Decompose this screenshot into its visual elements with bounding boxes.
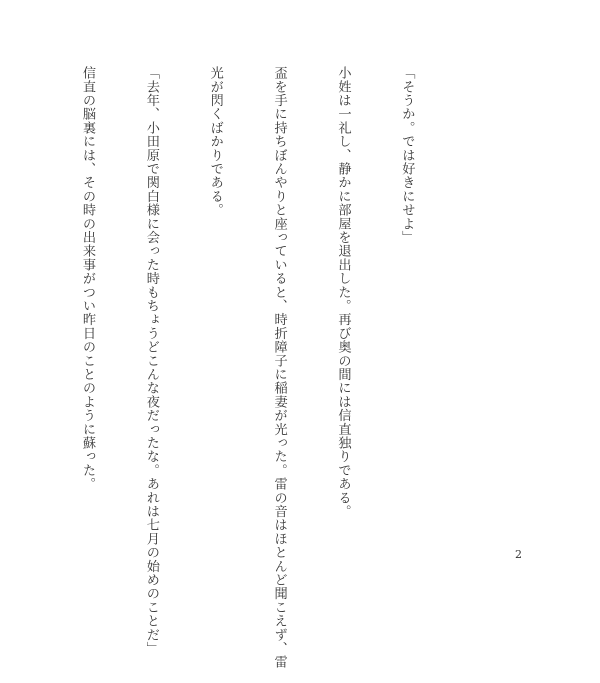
text-line: 盃を手に持ちぼんやりと座っていると、時折障子に稲妻が光った。雷の音はほとんど聞こえず、雷 <box>271 66 287 669</box>
text-line: 信直の脳裏には、その時の出来事がつい昨日のことのように蘇った。 <box>79 66 95 491</box>
text-line: 「去年、小田原で関白様に会った時もちょうどこんな夜だったな。あれは七月の始めのことだ」 <box>143 66 159 656</box>
body-text <box>0 66 460 669</box>
text-line <box>13 66 34 546</box>
page-number: 2 <box>515 548 522 561</box>
text-line: 「そうか。では好きにせよ」 <box>399 66 415 245</box>
text-line: 光が閃くばかりである。 <box>207 66 223 217</box>
text-line: 小姓は一礼し、静かに部屋を退出した。再び奥の間には信直独りである。 <box>335 66 351 519</box>
